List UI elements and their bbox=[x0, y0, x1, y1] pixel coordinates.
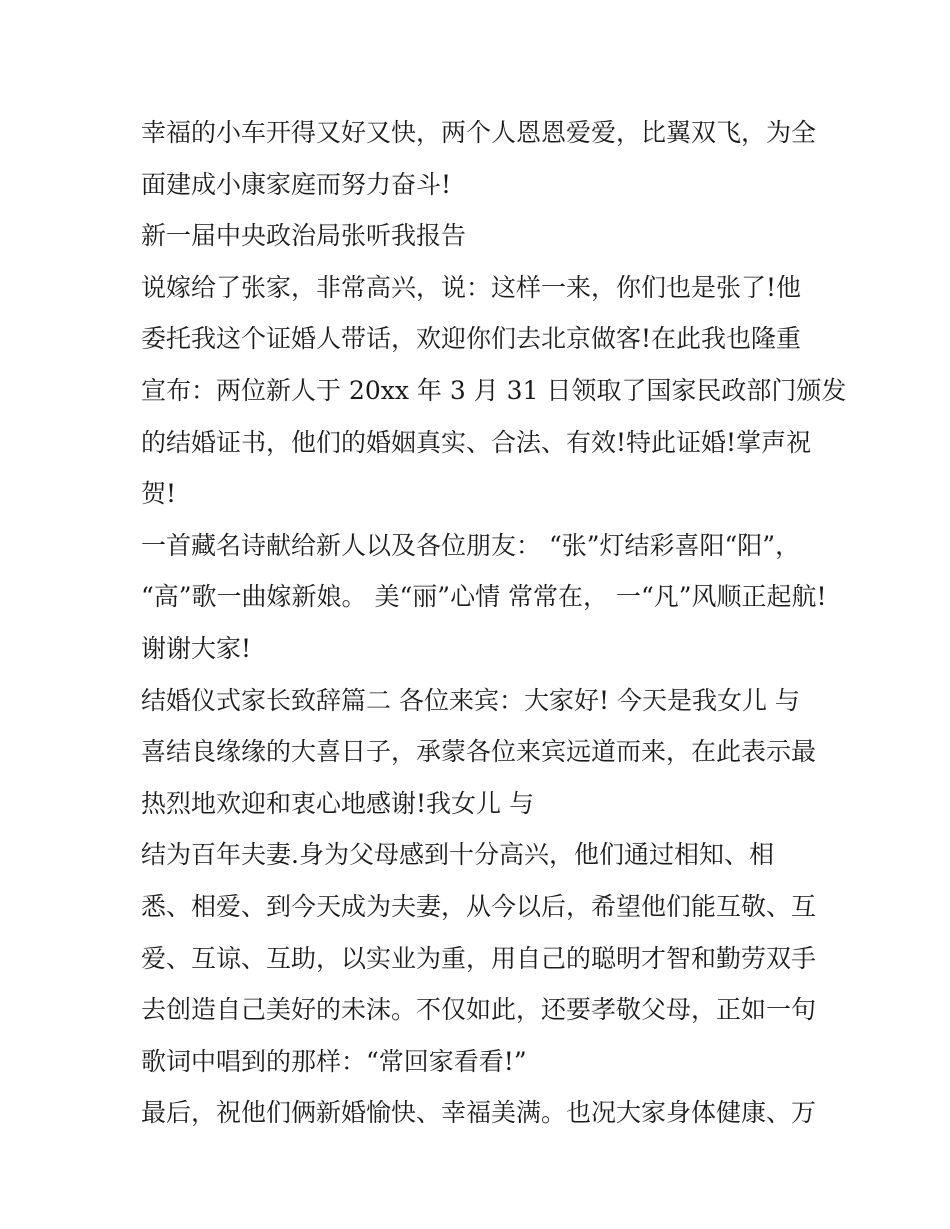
text-line: 谢谢大家! bbox=[141, 633, 252, 663]
text-line: 喜结良缘缘的大喜日子，承蒙各位来宾远道而来，在此表示最 bbox=[141, 737, 817, 767]
text-line: “高”歌一曲嫁新娘。 美“丽”心情 常常在， 一“凡”风顺正起航! bbox=[141, 582, 827, 612]
text-line: 结为百年夫妻.身为父母感到十分高兴，他们通过相知、相 bbox=[141, 840, 774, 870]
text-line: 热烈地欢迎和衷心地感谢!我女儿 与 bbox=[141, 788, 534, 818]
text-line: 幸福的小车开得又好又快，两个人恩恩爱爱，比翼双飞，为全 bbox=[141, 118, 817, 147]
text-line: 去创造自己美好的未沫。不仅如此，还要孝敬父母，正如一句 bbox=[141, 995, 817, 1025]
text-line: 新一届中央政治局张听我报告 bbox=[141, 221, 467, 251]
text-line: 委托我这个证婚人带话，欢迎你们去北京做客!在此我也隆重 bbox=[141, 324, 802, 354]
body-text bbox=[141, 107, 847, 1139]
text-line: 最后，祝他们俩新婚愉快、幸福美满。也况大家身体健康、万 bbox=[141, 1098, 817, 1128]
text-line: 结婚仪式家长致辞篇二 各位来宾：大家好! 今天是我女儿 与 bbox=[141, 685, 800, 715]
text-line: 歌词中唱到的那样：“常回家看看!” bbox=[141, 1046, 527, 1076]
text-line: 一首藏名诗献给新人以及各位朋友： “张”灯结彩喜阳“阳”， bbox=[141, 530, 801, 560]
text-line: 贺! bbox=[141, 479, 177, 509]
text-line: 爱、互谅、互助，以实业为重，用自己的聪明才智和勤劳双手 bbox=[141, 943, 817, 973]
text-line: 悉、相爱、到今天成为夫妻，从今以后，希望他们能互敬、互 bbox=[141, 891, 817, 921]
text-line: 的结婚证书，他们的婚姻真实、合法、有效!特此证婚!掌声祝 bbox=[141, 427, 812, 457]
text-line: 说嫁给了张家，非常高兴，说：这样一来，你们也是张了!他 bbox=[141, 272, 802, 302]
text-line: 宣布：两位新人于 20xx 年 3 月 31 日领取了国家民政部门颁发 bbox=[141, 375, 847, 405]
text-line: 面建成小康家庭而努力奋斗! bbox=[141, 169, 452, 199]
